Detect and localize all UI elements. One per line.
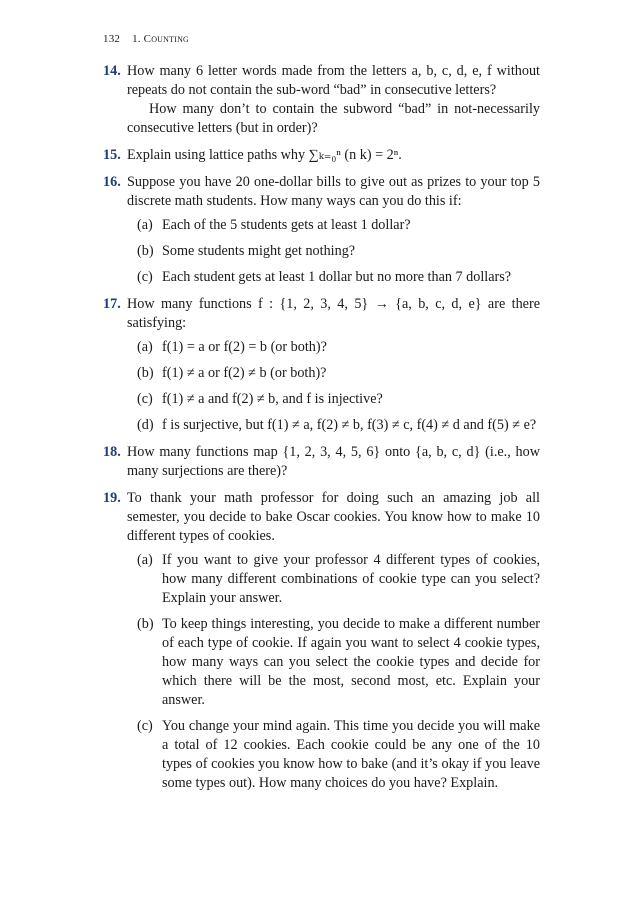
subpart-list	[127, 551, 540, 793]
subpart-label: (b)	[137, 616, 154, 632]
problem-18	[103, 443, 540, 481]
problem-15	[103, 146, 540, 165]
subpart-label: (d)	[137, 417, 154, 433]
problem-text: To thank your math professor for doing such an amazing job all semester, you decide to bake Oscar cookies. You know how to make 10 different types of cookies.	[127, 490, 540, 544]
subpart-label: (a)	[137, 217, 153, 233]
subpart-label: (b)	[137, 365, 154, 381]
running-header	[103, 33, 189, 45]
subpart-text: Each student gets at least 1 dollar but no more than 7 dollars?	[162, 269, 512, 285]
problem-text: How many functions f : {1, 2, 3, 4, 5} → {a, b, c, d, e} are there satisfying:	[127, 296, 540, 331]
problem-number: 14.	[103, 63, 121, 79]
subpart	[127, 216, 540, 235]
subpart-label: (c)	[137, 718, 153, 734]
problem-number: 18.	[103, 444, 121, 460]
subpart	[127, 615, 540, 710]
subpart-text: To keep things interesting, you decide to make a different number of each type of cookie. If again you want to select 4 cookie types, how many ways can you select the cookie types and decide for which there will be the most, second most, etc. Explain your answer.	[162, 616, 540, 708]
chapter-title: 1. Counting	[132, 33, 190, 45]
problem-text-continued: How many don’t to contain the subword “bad” in not-necessarily consecutive letters (but in order)?	[127, 101, 540, 136]
subpart-text: f is surjective, but f(1) ≠ a, f(2) ≠ b, f(3) ≠ c, f(4) ≠ d and f(5) ≠ e?	[162, 417, 537, 433]
problem-number: 19.	[103, 490, 121, 506]
subpart	[127, 364, 540, 383]
subpart	[127, 268, 540, 287]
subpart	[127, 390, 540, 409]
problem-text: How many functions map {1, 2, 3, 4, 5, 6} onto {a, b, c, d} (i.e., how many surjections are there)?	[127, 444, 540, 479]
problem-text: Explain using lattice paths why ∑ₖ₌₀ⁿ (n k) = 2ⁿ.	[127, 147, 402, 163]
subpart-text: f(1) ≠ a and f(2) ≠ b, and f is injective?	[162, 391, 383, 407]
subpart-label: (a)	[137, 552, 153, 568]
subpart	[127, 551, 540, 608]
problem-17	[103, 295, 540, 435]
subpart-list	[127, 216, 540, 287]
subpart	[127, 416, 540, 435]
problem-16	[103, 173, 540, 287]
subpart	[127, 338, 540, 357]
exercise-list	[103, 62, 540, 801]
subpart-text: f(1) ≠ a or f(2) ≠ b (or both)?	[162, 365, 327, 381]
subpart	[127, 717, 540, 793]
problem-number: 15.	[103, 147, 121, 163]
problem-text: Suppose you have 20 one-dollar bills to give out as prizes to your top 5 discrete math students. How many ways can you do this if:	[127, 174, 540, 209]
subpart-list	[127, 338, 540, 435]
problem-number: 17.	[103, 296, 121, 312]
page-number: 132	[103, 33, 121, 45]
problem-14	[103, 62, 540, 138]
subpart-text: f(1) = a or f(2) = b (or both)?	[162, 339, 327, 355]
problem-number: 16.	[103, 174, 121, 190]
problem-text: How many 6 letter words made from the letters a, b, c, d, e, f without repeats do not contain the sub-word “bad” in consecutive letters?	[127, 63, 540, 98]
subpart-text: If you want to give your professor 4 different types of cookies, how many different combinations of cookie type can you select? Explain your answer.	[162, 552, 540, 606]
subpart	[127, 242, 540, 261]
subpart-text: Each of the 5 students gets at least 1 dollar?	[162, 217, 411, 233]
problem-19	[103, 489, 540, 793]
subpart-label: (b)	[137, 243, 154, 259]
subpart-label: (c)	[137, 391, 153, 407]
subpart-text: Some students might get nothing?	[162, 243, 356, 259]
subpart-label: (a)	[137, 339, 153, 355]
subpart-label: (c)	[137, 269, 153, 285]
subpart-text: You change your mind again. This time you decide you will make a total of 12 cookies. Each cookie could be any one of the 10 types of cookies you know how to bake (and it’s okay if you leave some types out). How many choices do you have? Explain.	[162, 718, 540, 791]
